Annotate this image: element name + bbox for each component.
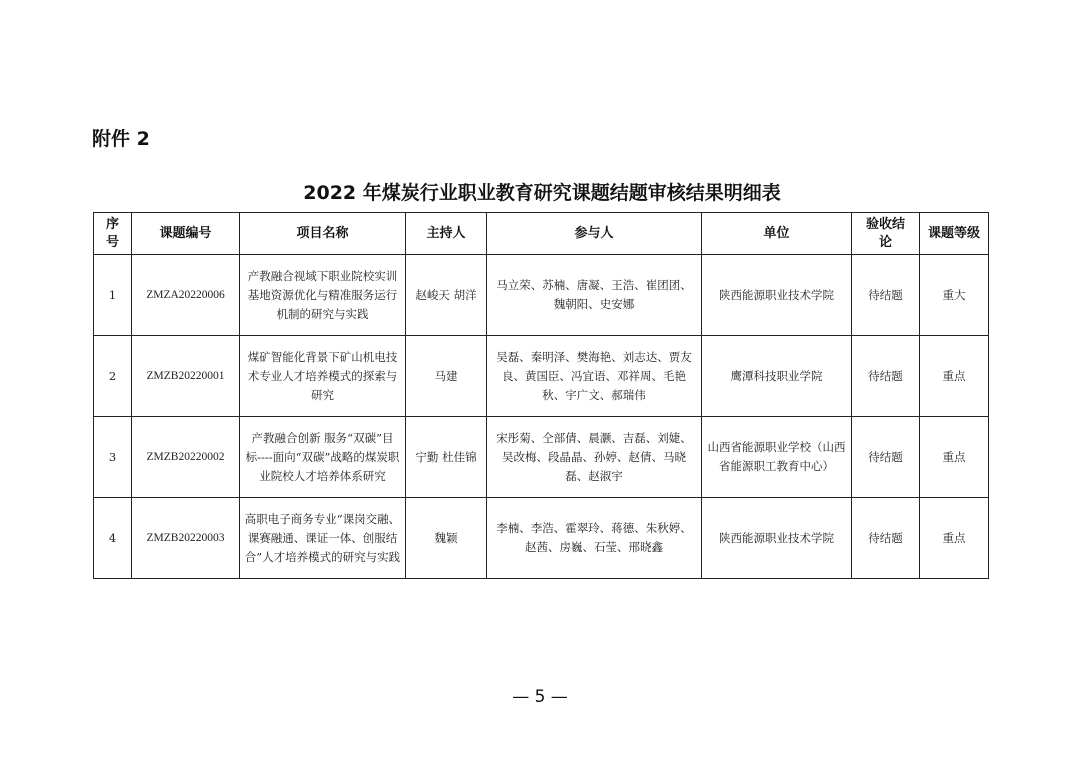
table-row: [94, 255, 989, 336]
table-row: [94, 498, 989, 579]
results-table: [93, 212, 989, 579]
page-number: — 5 —: [512, 687, 568, 707]
row-conclusion: 待结题: [852, 498, 920, 579]
row-host: 宁勤 杜佳锦: [406, 417, 487, 498]
row-no: 1: [94, 255, 132, 336]
row-no: 4: [94, 498, 132, 579]
row-unit: 山西省能源职业学校（山西省能源职工教育中心）: [702, 417, 852, 498]
row-conclusion: 待结题: [852, 255, 920, 336]
table-header-row: [94, 213, 989, 255]
header-no: 序号: [94, 213, 132, 255]
row-code: ZMZB20220003: [132, 498, 240, 579]
row-code: ZMZA20220006: [132, 255, 240, 336]
row-host: 赵峻天 胡洋: [406, 255, 487, 336]
header-conclusion: 验收结论: [852, 213, 920, 255]
row-no: 3: [94, 417, 132, 498]
row-project: 煤矿智能化背景下矿山机电技术专业人才培养模式的探索与研究: [240, 336, 406, 417]
row-level: 重点: [920, 336, 989, 417]
row-project: 高职电子商务专业“课岗交融、课赛融通、课证一体、创服结合”人才培养模式的研究与实践: [240, 498, 406, 579]
row-project: 产教融合创新 服务“双碳”目标----面向“双碳”战略的煤炭职业院校人才培养体系研究: [240, 417, 406, 498]
row-level: 重点: [920, 498, 989, 579]
header-unit: 单位: [702, 213, 852, 255]
row-project: 产教融合视域下职业院校实训基地资源优化与精准服务运行机制的研究与实践: [240, 255, 406, 336]
row-participants: 吴磊、秦明泽、樊海艳、刘志达、贾友良、黄国臣、冯宜语、邓祥周、毛艳秋、宇广文、郝瑞伟: [487, 336, 702, 417]
row-conclusion: 待结题: [852, 417, 920, 498]
row-level: 重点: [920, 417, 989, 498]
row-level: 重大: [920, 255, 989, 336]
row-participants: 宋彤菊、仝部倩、晨灏、吉磊、刘婕、吴改梅、段晶晶、孙婷、赵倩、马晓磊、赵淑宇: [487, 417, 702, 498]
header-code: 课题编号: [132, 213, 240, 255]
header-project: 项目名称: [240, 213, 406, 255]
table-row: [94, 417, 989, 498]
row-unit: 陕西能源职业技术学院: [702, 498, 852, 579]
attachment-label: 附件 2: [92, 128, 150, 150]
row-participants: 李楠、李浩、霍翠玲、蒋德、朱秋婷、赵茜、房巍、石莹、邢晓鑫: [487, 498, 702, 579]
table-row: [94, 336, 989, 417]
row-host: 魏颖: [406, 498, 487, 579]
row-unit: 陕西能源职业技术学院: [702, 255, 852, 336]
header-host: 主持人: [406, 213, 487, 255]
row-host: 马建: [406, 336, 487, 417]
row-code: ZMZB20220002: [132, 417, 240, 498]
row-participants: 马立荣、苏楠、唐凝、王浩、崔团团、魏朝阳、史安娜: [487, 255, 702, 336]
row-conclusion: 待结题: [852, 336, 920, 417]
header-level: 课题等级: [920, 213, 989, 255]
row-no: 2: [94, 336, 132, 417]
row-code: ZMZB20220001: [132, 336, 240, 417]
header-participants: 参与人: [487, 213, 702, 255]
document-title: 2022 年煤炭行业职业教育研究课题结题审核结果明细表: [303, 182, 781, 204]
row-unit: 鹰潭科技职业学院: [702, 336, 852, 417]
